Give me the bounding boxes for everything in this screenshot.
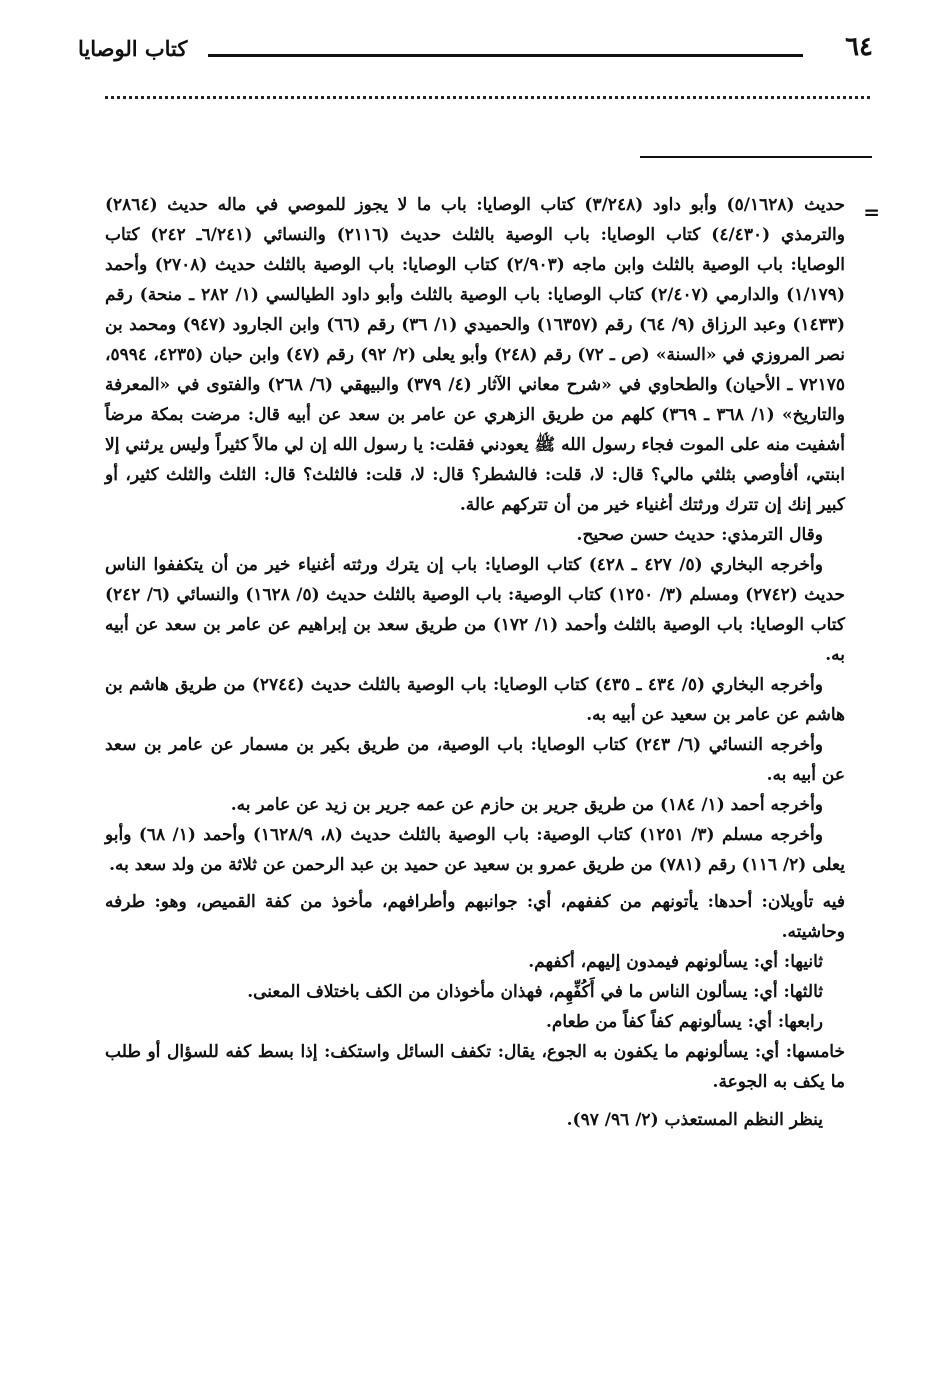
footnote-paragraph: وقال الترمذي: حديث حسن صحيح. — [576, 525, 823, 545]
footnote-body — [105, 190, 845, 1135]
footnote-paragraph: وأخرجه النسائي (٦/ ٢٤٣) كتاب الوصايا: باب الوصية، من طريق بكير بن مسمار عن عامر بن سعد عن أبيه به. — [105, 735, 845, 785]
footnote-paragraph: وأخرجه البخاري (٥/ ٤٢٧ ـ ٤٢٨) كتاب الوصايا: باب إن يترك ورثته أغنياء خير من أن يتكففوا الناس حديث (٢٧٤٢) ومسلم (٣/ ١٢٥٠) كتاب الوصية: باب الوصية بالثلث حديث (٥/ ١٦٢٨) والنسائي (٦/ ٢٤٢) كتاب الوصايا: باب الوصية بالثلث وأحمد (١/ ١٧٢) من طريق سعد بن إبراهيم عن عامر بن سعد عن أبيه به. — [105, 555, 845, 665]
header-rule — [208, 54, 803, 57]
page-header — [78, 30, 873, 70]
chapter-title: كتاب الوصايا — [78, 36, 188, 61]
footnote-paragraph: حديث (٥/١٦٢٨) وأبو داود (٣/٢٤٨) كتاب الوصايا: باب ما لا يجوز للموصي في ماله حديث (٢٨٦٤) والترمذي (٤/٤٣٠) كتاب الوصايا: باب الوصية بالثلث حديث (٢١١٦) والنسائي (٦/٢٤١ـ ٢٤٢) كتاب الوصايا: باب الوصية بالثلث وابن ماجه (٢/٩٠٣) كتاب الوصايا: باب الوصية بالثلث حديث (٢٧٠٨) وأحمد (١/١٧٩) والدارمي (٢/٤٠٧) كتاب الوصايا: باب الوصية بالثلث وأبو داود الطيالسي (١/ ٢٨٢ ـ منحة) رقم (١٤٣٣) وعبد الرزاق (٩/ ٦٤) رقم (١٦٣٥٧) والحميدي (١/ ٣٦) رقم (٦٦) وابن الجارود (٩٤٧) ومحمد بن نصر المروزي في «السنة» (ص ـ ٧٢) رقم (٢٤٨) وأبو يعلى (٢/ ٩٢) رقم (٤٧) وابن حبان (٤٢٣٥، ٥٩٩٤، ٧٢١٧٥ ـ الأحيان) والطحاوي في «شرح معاني الآثار (٤/ ٣٧٩) والبيهقي (٦/ ٢٦٨) والفتوى في «المعرفة والتاريخ» (١/ ٣٦٨ ـ ٣٦٩) كلهم من طريق الزهري عن عامر بن سعد عن أبيه قال: مرضت بمكة مرضاً أشفيت منه على الموت فجاء رسول الله ﷺ يعودني فقلت: يا رسول الله إن لي مالاً كثيراً وليس يرثني إلا ابنتي، أفأوصي بثلثي مالي؟ قال: لا، قلت: فالشطر؟ قال: لا، قلت: فالثلث؟ قال: الثلث والثلث كثير، أو كبير إنك إن تترك ورثتك أغنياء خير من أن تتركهم عالة. — [105, 195, 846, 515]
continuation-mark: = — [863, 200, 880, 224]
footnote-paragraph: وأخرجه مسلم (٣/ ١٢٥١) كتاب الوصية: باب الوصية بالثلث حديث (٨، ١٦٢٨/٩) وأحمد (١/ ٦٨) وأبو يعلى (٢/ ١١٦) رقم (٧٨١) من طريق عمرو بن سعيد عن حميد بن عبد الرحمن عن ثلاثة من ولد سعد به. — [105, 825, 845, 875]
gloss-paragraph: رابعها: أي: يسألونهم كفاً كفاً من طعام. — [545, 1012, 823, 1032]
gloss-paragraph: ثانيها: أي: يسألونهم فيمدون إليهم، أكفهم. — [528, 952, 823, 972]
page-number: ٦٤ — [845, 32, 873, 62]
gloss-paragraph: خامسها: أي: يسألونهم ما يكفون به الجوع، يقال: تكفف السائل واستكف: إذا بسط كفه للسؤال أو طلب ما يكف به الجوعة. — [105, 1042, 845, 1092]
gloss-paragraph: ثالثها: أي: يسألون الناس ما في أَكُفِّهِم، فهذان مأخوذان من الكف باختلاف المعنى. — [247, 982, 823, 1002]
gloss-paragraph: فيه تأويلان: أحدها: يأتونهم من كففهم، أي: جوانبهم وأطرافهم، مأخوذ من كفة القميص، وهو: طرفه وحاشيته. — [105, 892, 845, 942]
footnote-paragraph: وأخرجه أحمد (١/ ١٨٤) من طريق جرير بن حازم عن عمه جرير بن زيد عن عامر به. — [230, 795, 823, 815]
reference-line: ينظر النظم المستعذب (٢/ ٩٦/ ٩٧). — [566, 1110, 823, 1130]
dotted-separator — [105, 96, 870, 99]
footnote-rule — [640, 156, 872, 158]
footnote-paragraph: وأخرجه البخاري (٥/ ٤٣٤ ـ ٤٣٥) كتاب الوصايا: باب الوصية بالثلث حديث (٢٧٤٤) من طريق هاشم بن هاشم عن عامر بن سعيد عن أبيه به. — [105, 675, 845, 725]
